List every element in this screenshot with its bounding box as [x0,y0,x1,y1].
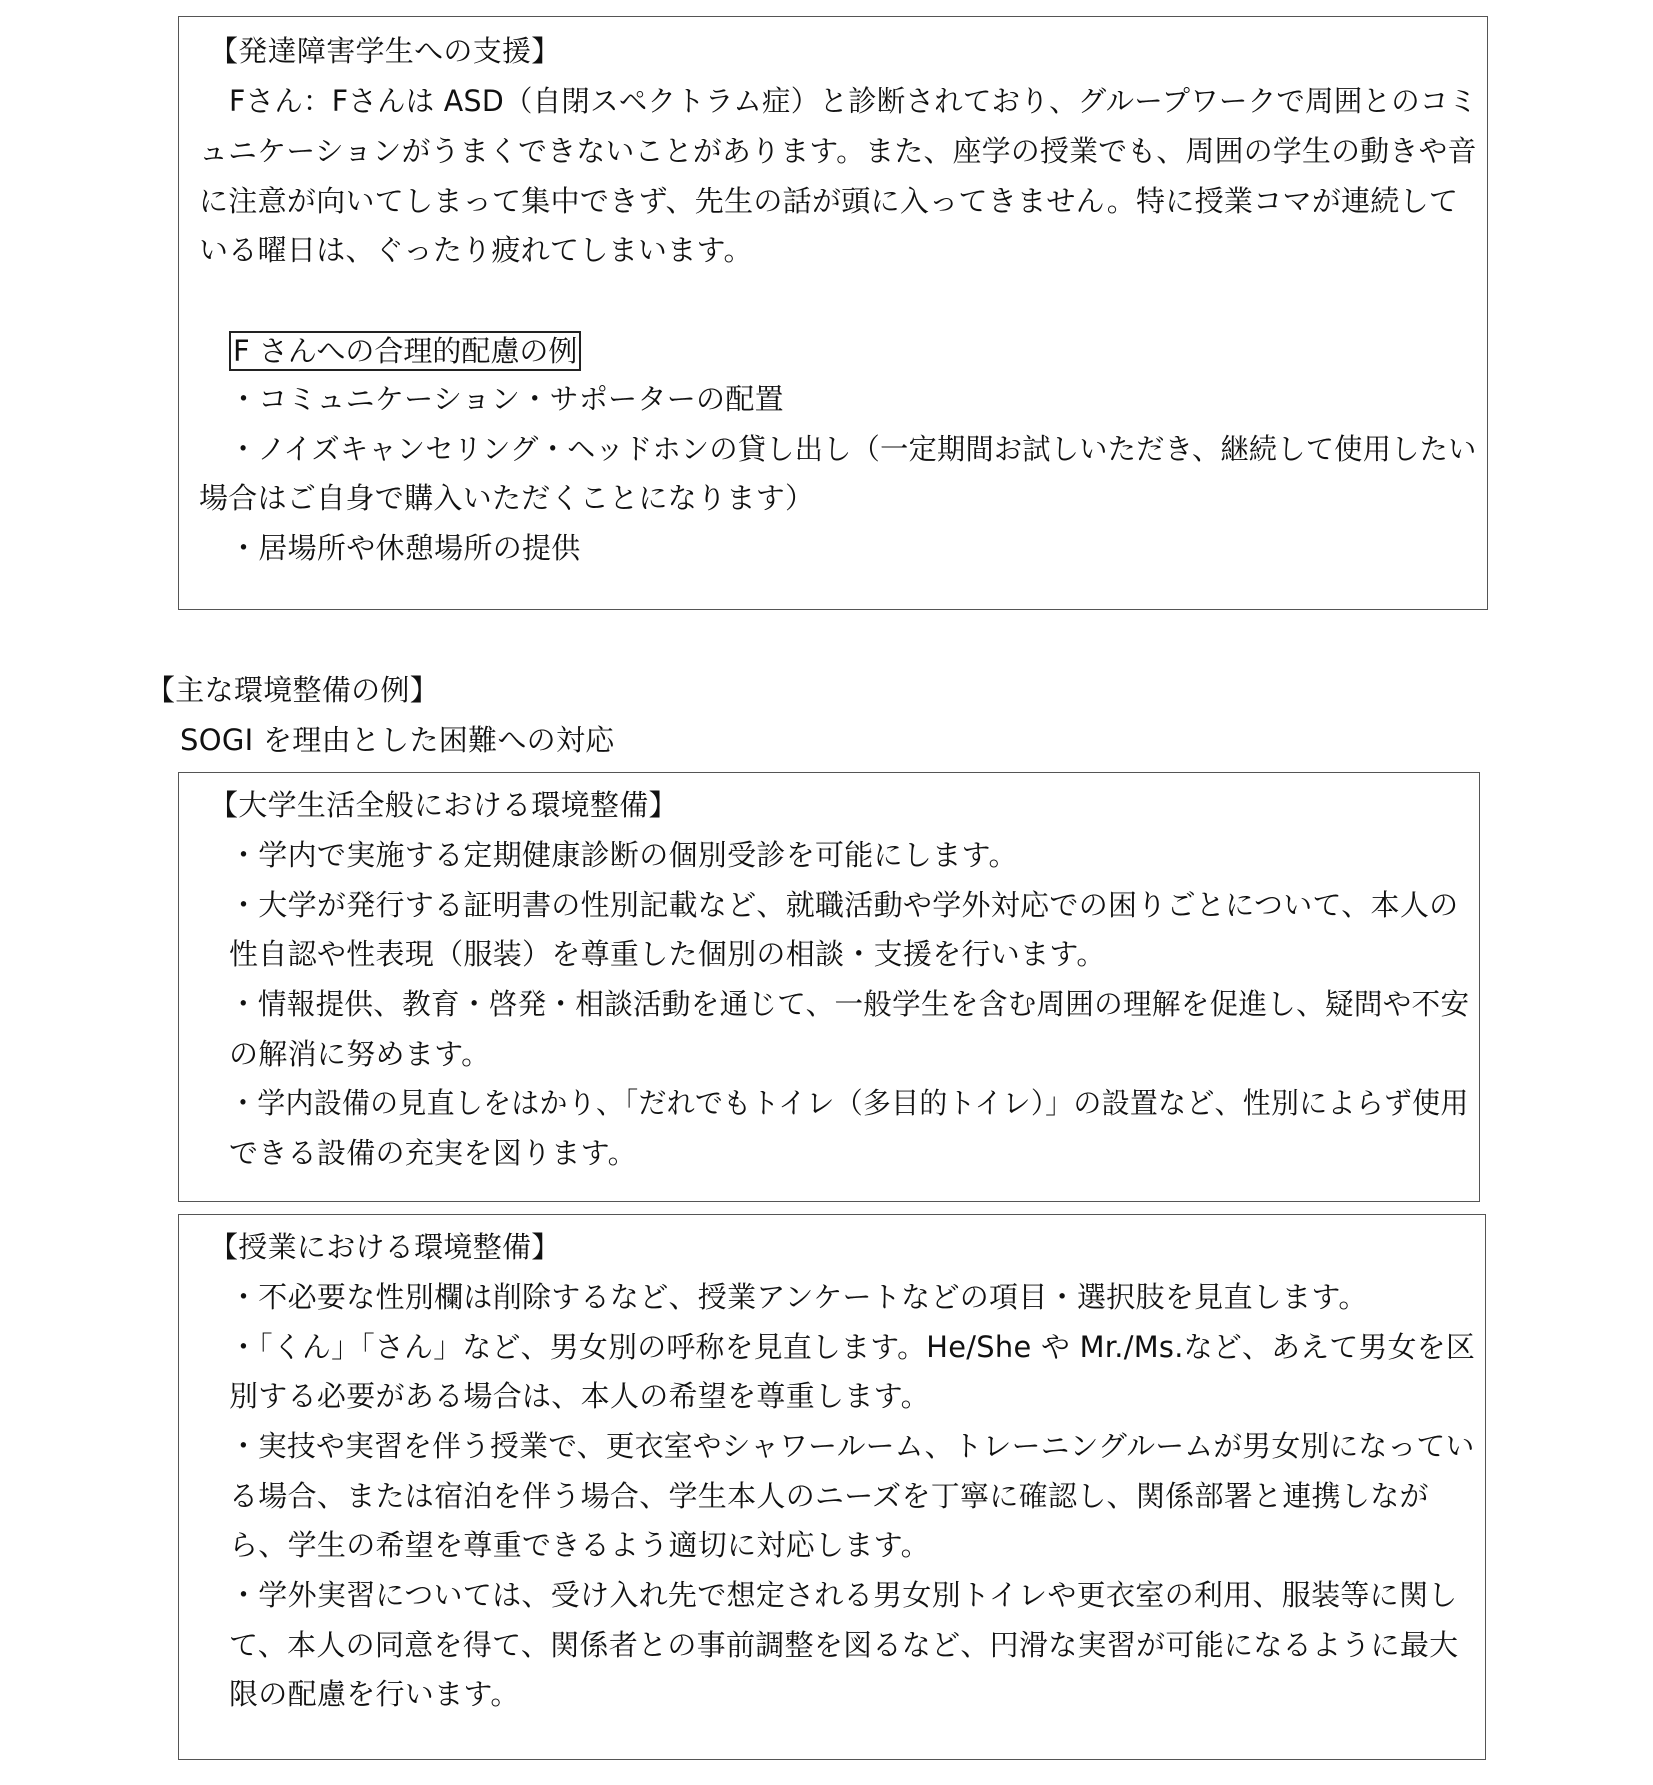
list-item: る場合、または宿泊を伴う場合、学生本人のニーズを丁寧に確認し、関係部署と連携しなが [229,1479,1429,1513]
sogi-subheading: SOGI を理由とした困難への対応 [180,723,615,757]
list-item: 性自認や性表現（服装）を尊重した個別の相談・支援を行います。 [229,937,1106,971]
class-environment-box [178,1214,1486,1760]
campus-environment-box [178,772,1480,1202]
accommodation-item: ・居場所や休憩場所の提供 [229,531,581,565]
list-item: ・学外実習については、受け入れ先で想定される男女別トイレや更衣室の利用、服装等に関し [229,1578,1458,1612]
list-item: 限の配慮を行います。 [229,1677,520,1711]
environment-heading: 【主な環境整備の例】 [146,673,440,707]
case-line: いる曜日は、ぐったり疲れてしまいます。 [199,233,753,267]
case-line: Fさん：Fさんは ASD（自閉スペクトラム症）と診断されており、グループワークで周囲とのコミ [229,84,1478,118]
list-item: ・実技や実習を伴う授業で、更衣室やシャワールーム、トレーニングルームが男女別になってい [229,1429,1475,1463]
case-line: に注意が向いてしまって集中できず、先生の話が頭に入ってきません。特に授業コマが連続して [199,184,1459,218]
accommodation-item: ・ノイズキャンセリング・ヘッドホンの貸し出し（一定期間お試しいただき、継続して使用したい [229,432,1477,466]
list-item: できる設備の充実を図ります。 [229,1136,637,1170]
list-item: ・不必要な性別欄は削除するなど、授業アンケートなどの項目・選択肢を見直します。 [229,1280,1368,1314]
case-line: ュニケーションがうまくできないことがあります。また、座学の授業でも、周囲の学生の動きや音 [199,134,1477,168]
list-item: ら、学生の希望を尊重できるよう適切に対応します。 [229,1528,930,1562]
developmental-support-box [178,16,1488,610]
list-item: ・学内設備の見直しをはかり、「だれでもトイレ（多目的トイレ）」の設置など、性別によらず使用 [229,1086,1469,1120]
accommodation-item: ・コミュニケーション・サポーターの配置 [229,382,784,416]
list-item: ・情報提供、教育・啓発・相談活動を通じて、一般学生を含む周囲の理解を促進し、疑問や不安 [229,987,1470,1021]
accommodation-item: 場合はご自身で購入いただくことになります） [199,481,815,515]
list-item: て、本人の同意を得て、関係者との事前調整を図るなど、円滑な実習が可能になるように最大 [229,1628,1459,1662]
list-item: ・学内で実施する定期健康診断の個別受診を可能にします。 [229,838,1018,872]
box-heading: 【大学生活全般における環境整備】 [209,788,678,822]
box-heading: 【授業における環境整備】 [209,1230,561,1264]
list-item: ・大学が発行する証明書の性別記載など、就職活動や学外対応での困りごとについて、本人の [229,888,1459,922]
list-item: の解消に努めます。 [229,1037,491,1071]
section-heading: 【発達障害学生への支援】 [209,34,561,68]
list-item: 別する必要がある場合は、本人の希望を尊重します。 [229,1379,930,1413]
list-item: ・「くん」「さん」など、男女別の呼称を見直します。He/She や Mr./Ms.など、あえて男女を区 [229,1330,1476,1364]
accommodation-title: F さんへの合理的配慮の例 [229,331,581,371]
